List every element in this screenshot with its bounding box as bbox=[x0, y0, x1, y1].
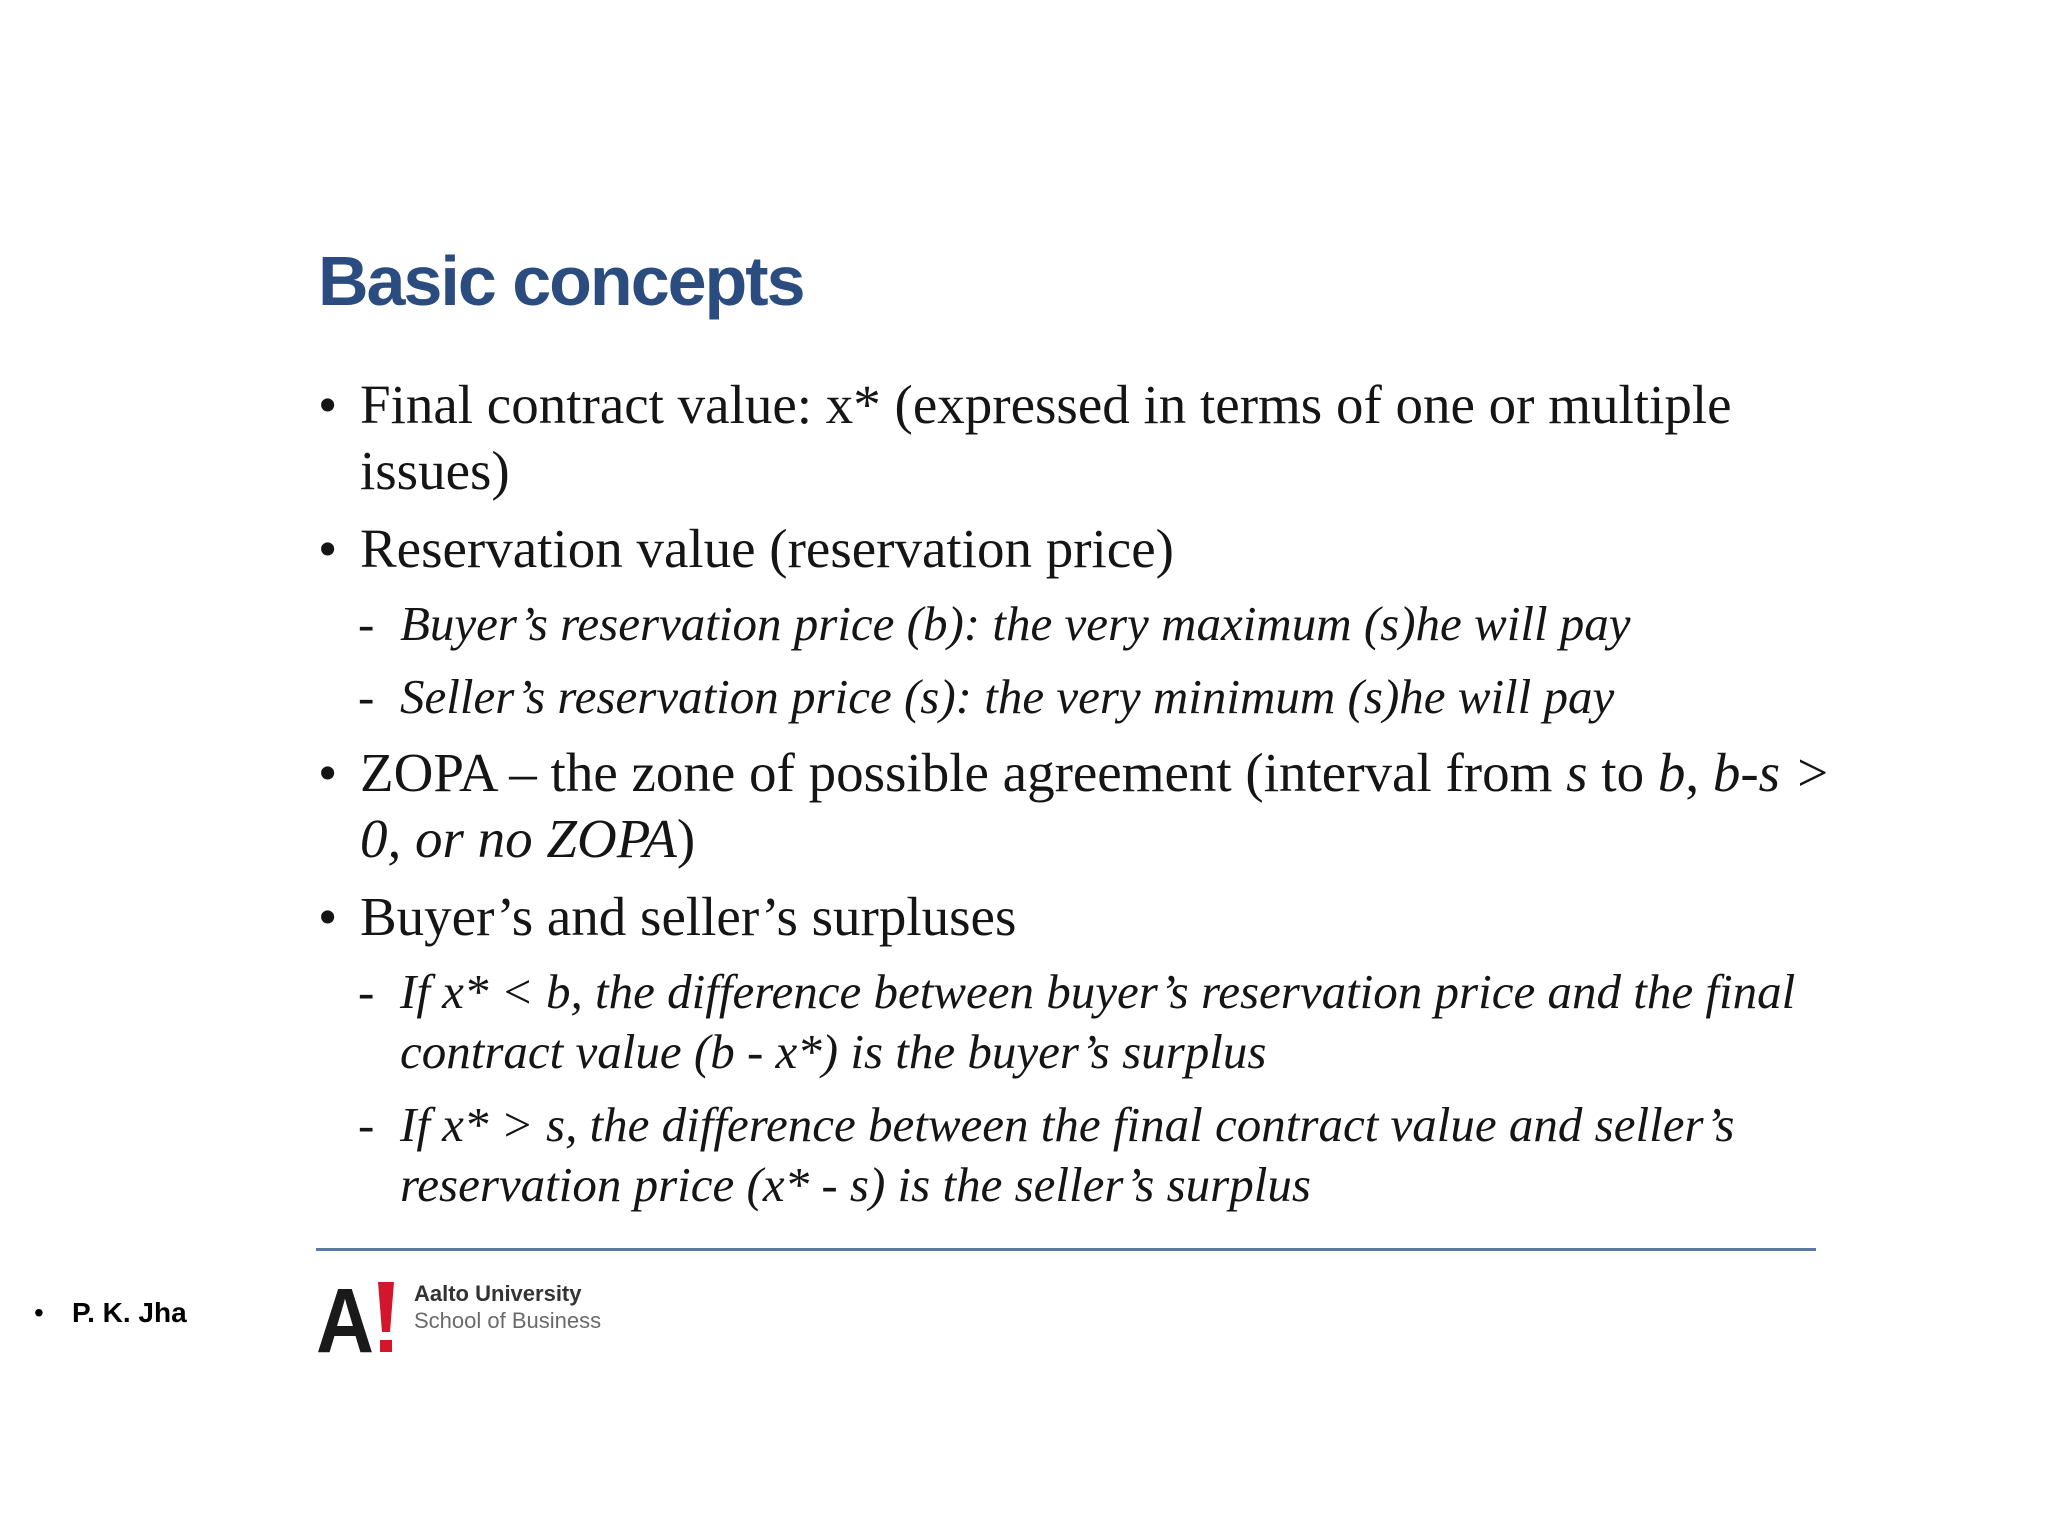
bullet-text bbox=[360, 742, 1831, 869]
logo-exclamation bbox=[378, 1282, 394, 1332]
author-name: P. K. Jha bbox=[72, 1297, 187, 1328]
logo-exclamation-dot bbox=[380, 1340, 392, 1352]
bullet-dot: • bbox=[318, 886, 338, 947]
sub-bullet-text: If x* < b, the difference between buyer’s reservation price and the final contract value (b - x*) is the buyer’s surplus bbox=[400, 964, 1796, 1079]
sub-bullet-dash: - bbox=[358, 669, 375, 724]
sub-bullet-seller-reservation bbox=[318, 667, 1858, 727]
school-name: School of Business bbox=[414, 1308, 602, 1333]
footer-divider bbox=[316, 1248, 1816, 1251]
zopa-var-s: s bbox=[1566, 742, 1588, 803]
sub-bullet-seller-surplus bbox=[318, 1095, 1858, 1215]
footer-bullet: • bbox=[34, 1297, 44, 1328]
sub-bullet-dash: - bbox=[358, 596, 375, 651]
sub-bullet-text: If x* > s, the difference between the final contract value and seller’s reservation price (x* - s) is the seller’s surplus bbox=[400, 1097, 1735, 1212]
bullet-text: Final contract value: x* (expressed in terms of one or multiple issues) bbox=[360, 374, 1732, 501]
bullet-dot: • bbox=[318, 742, 338, 803]
aalto-logo bbox=[316, 1280, 402, 1360]
bullet-final-contract-value bbox=[318, 372, 1858, 504]
sub-bullet-text: Seller’s reservation price (s): the very minimum (s)he will pay bbox=[400, 669, 1615, 724]
footer-author bbox=[34, 1299, 187, 1327]
zopa-text-a: ZOPA – the zone of possible agreement (interval from bbox=[360, 742, 1567, 803]
bullet-text: Reservation value (reservation price) bbox=[360, 518, 1174, 579]
bullet-zopa bbox=[318, 740, 1858, 872]
bullet-dot: • bbox=[318, 518, 338, 579]
logo-letter: A bbox=[316, 1280, 374, 1360]
zopa-var-b: b bbox=[1657, 742, 1686, 803]
zopa-condition: b-s > 0, or no ZOPA bbox=[360, 742, 1831, 869]
slide-content bbox=[318, 372, 1858, 1228]
sub-bullet-buyer-reservation bbox=[318, 594, 1858, 654]
sub-bullet-buyer-surplus bbox=[318, 962, 1858, 1082]
bullet-text: Buyer’s and seller’s surpluses bbox=[360, 886, 1017, 947]
sub-bullet-text: Buyer’s reservation price (b): the very maximum (s)he will pay bbox=[400, 596, 1631, 651]
university-name: Aalto University bbox=[414, 1281, 582, 1306]
bullet-dot: • bbox=[318, 374, 338, 435]
zopa-text-e: , bbox=[1685, 742, 1713, 803]
slide-title: Basic concepts bbox=[318, 242, 804, 320]
bullet-reservation-value bbox=[318, 516, 1858, 582]
bullet-surpluses bbox=[318, 884, 1858, 950]
sub-bullet-dash: - bbox=[358, 1097, 375, 1152]
sub-bullet-dash: - bbox=[358, 964, 375, 1019]
zopa-text-c: to bbox=[1587, 742, 1658, 803]
zopa-text-g: ) bbox=[676, 808, 696, 869]
